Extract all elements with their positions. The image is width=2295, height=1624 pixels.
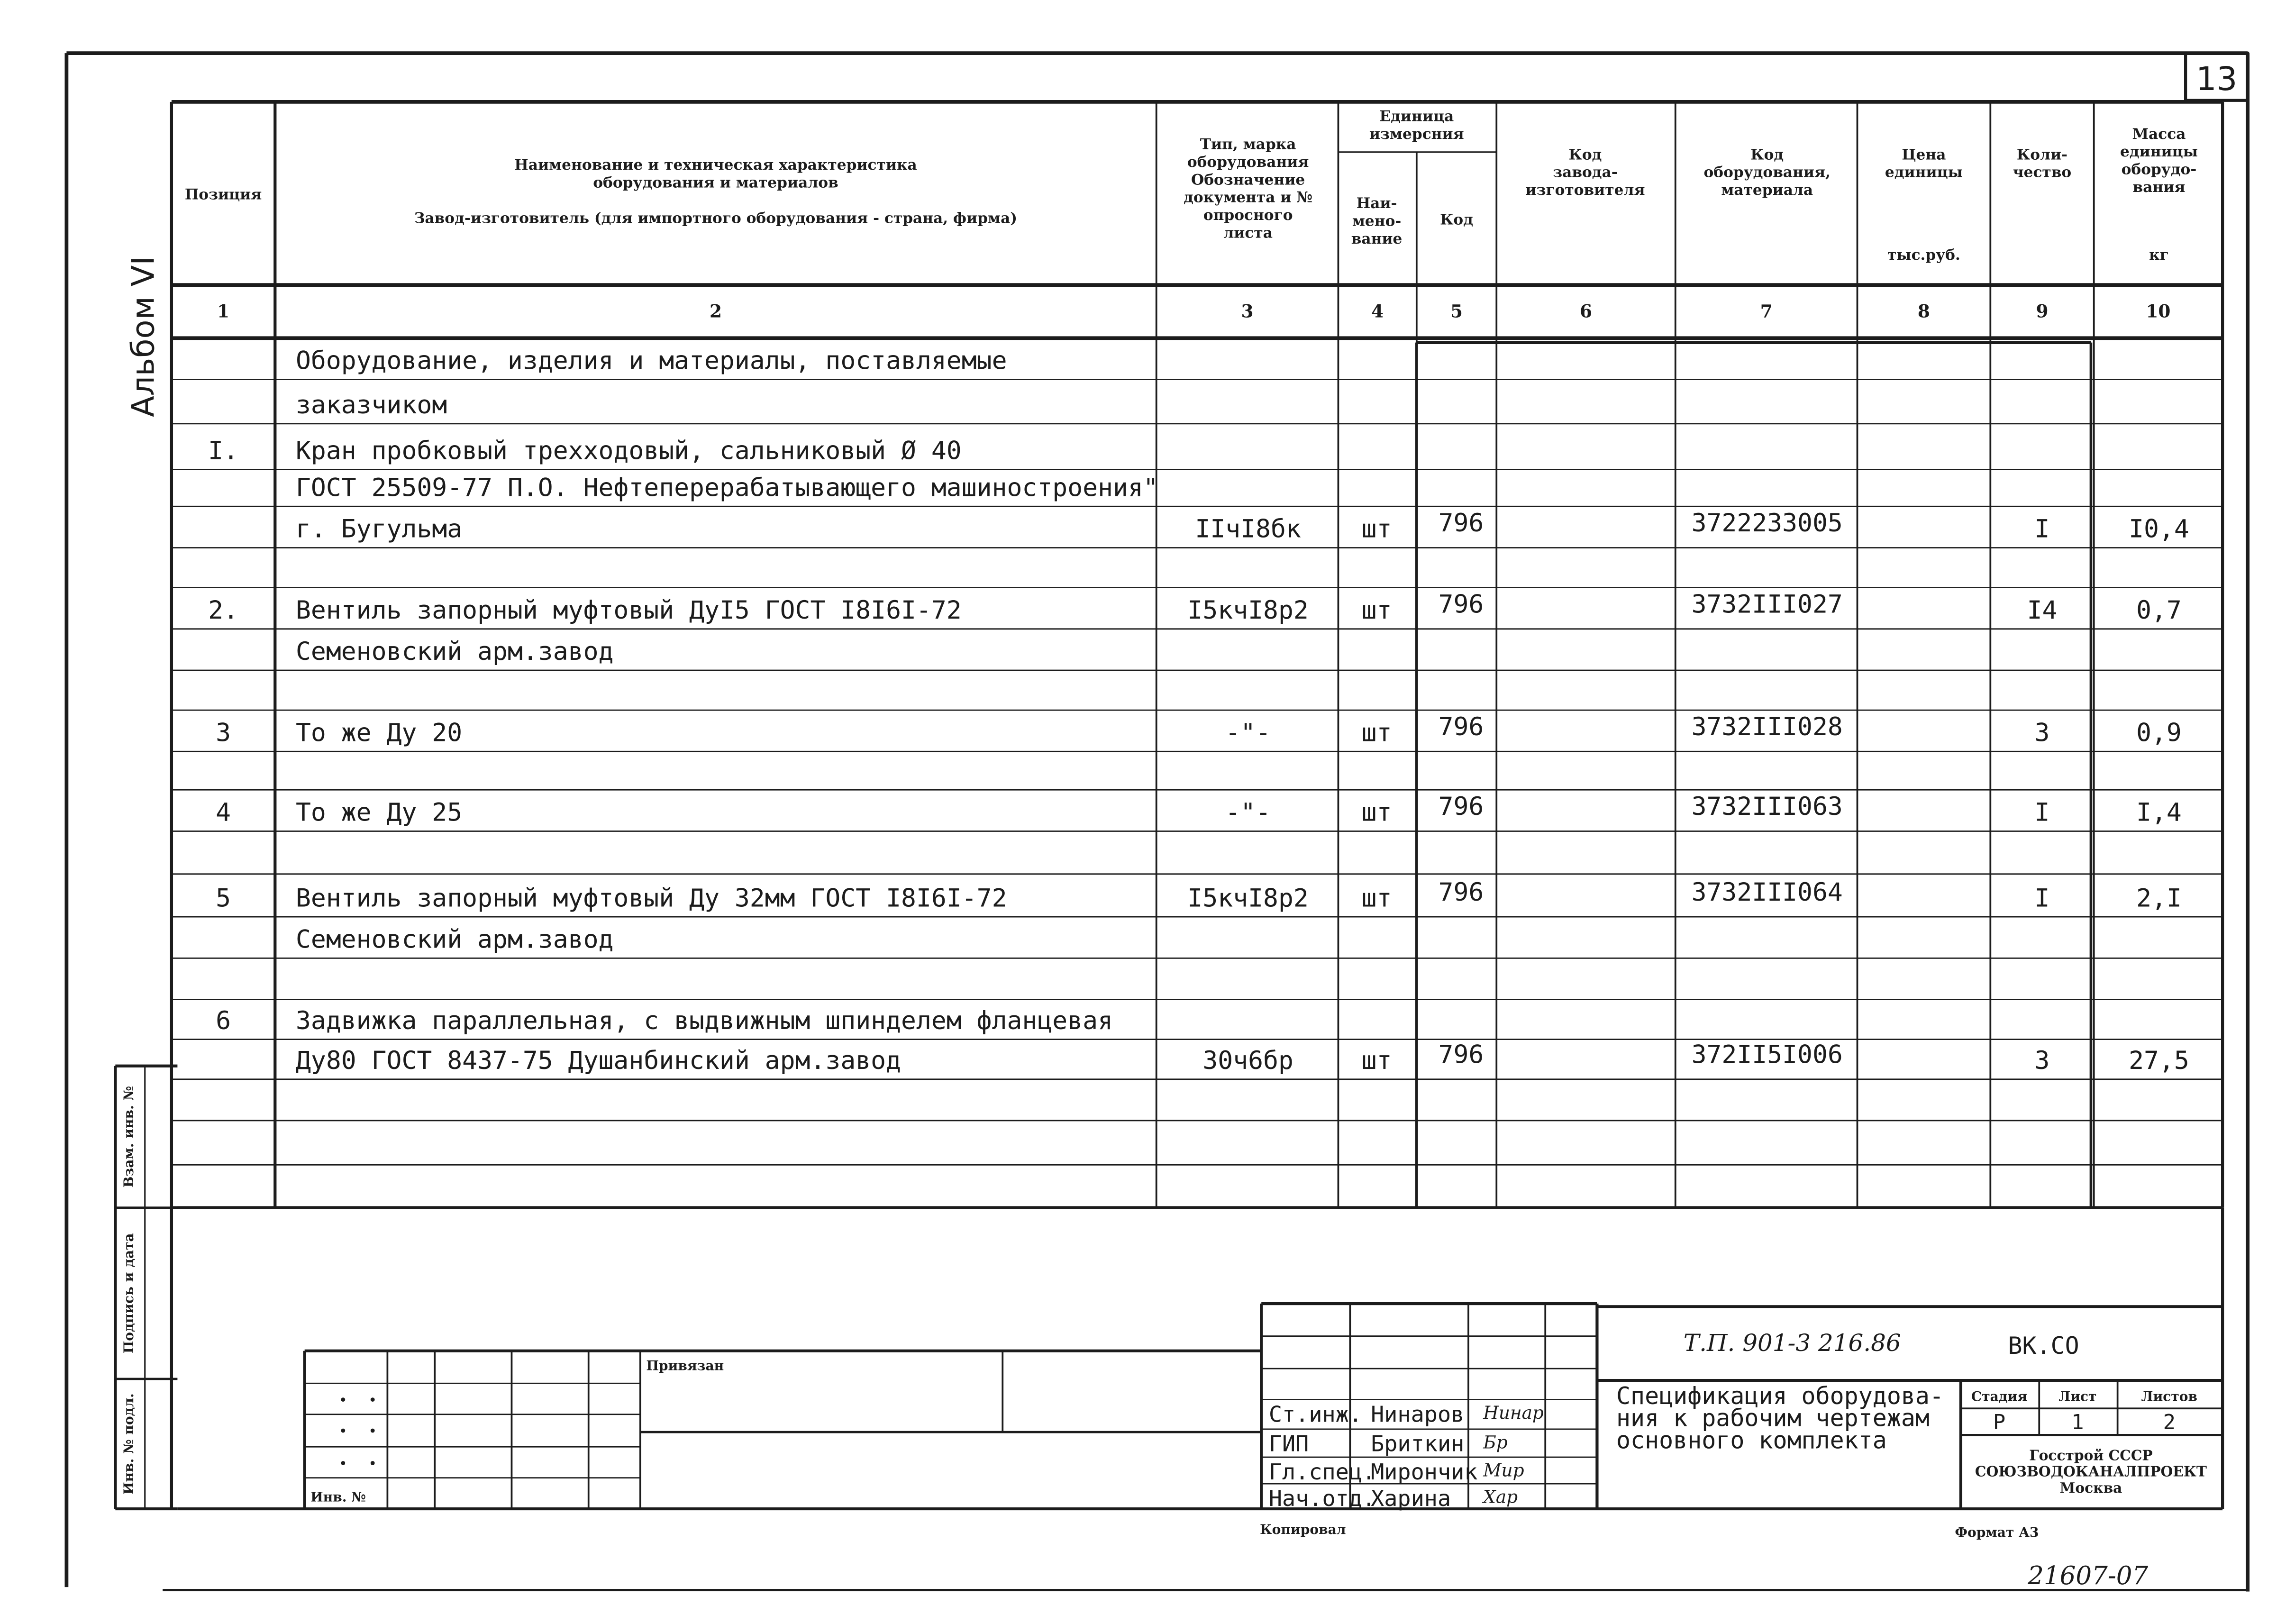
row-name: Вентиль запорный муфтовый Ду 32мм ГОСТ I8I6I-72 xyxy=(295,884,1007,913)
album-label: Альбом VI xyxy=(125,256,162,417)
row-position: 4 xyxy=(216,798,231,827)
sheet-description: основного комплекта xyxy=(1616,1426,1887,1454)
column-header-text: Цена xyxy=(1902,146,1946,164)
row-name: Вентиль запорный муфтовый ДуI5 ГОСТ I8I6I-72 xyxy=(295,596,962,625)
column-header-text: Позиция xyxy=(184,186,262,203)
organization: СОЮЗВОДОКАНАЛПРОЕКТ xyxy=(1975,1463,2207,1480)
row-unit-code: 796 xyxy=(1438,590,1484,619)
column-header-text: оборудования и материалов xyxy=(593,174,838,192)
column-header-text: мено- xyxy=(1352,212,1402,230)
stage-label: Стадия xyxy=(1971,1388,2028,1405)
column-header-text: чество xyxy=(2013,164,2072,181)
signature-handwritten: Бр xyxy=(1483,1432,1508,1453)
stage-value: Р xyxy=(1993,1410,2006,1434)
signature-role: Гл.спец. xyxy=(1268,1459,1376,1485)
row-unit: шт xyxy=(1361,1046,1392,1075)
stamp-dot xyxy=(341,1429,345,1433)
row-mass: I0,4 xyxy=(2129,514,2189,544)
row-mass: I,4 xyxy=(2136,798,2182,827)
signature-handwritten: Хар xyxy=(1483,1486,1518,1507)
row-equipment-code: 3732III064 xyxy=(1691,877,1843,907)
row-unit-code: 796 xyxy=(1438,792,1484,821)
row-mark: I5кчI8р2 xyxy=(1187,884,1309,913)
price-unit: тыс.руб. xyxy=(1887,246,1960,264)
archive-number: 21607-07 xyxy=(2028,1561,2149,1590)
column-number: 9 xyxy=(2036,301,2049,322)
row-position: 5 xyxy=(216,884,231,913)
column-header-text: оборудования xyxy=(1187,153,1309,171)
stamp-dot xyxy=(341,1461,345,1465)
stamp-dot xyxy=(341,1397,345,1402)
row-position: 3 xyxy=(216,718,231,748)
row-quantity: I xyxy=(2034,798,2050,827)
column-number: 1 xyxy=(217,301,230,322)
format-label: Формат А3 xyxy=(1955,1524,2039,1541)
sheet-value: 1 xyxy=(2071,1410,2084,1434)
sheet-code: ВК.СО xyxy=(2008,1332,2079,1360)
row-mark: I5кчI8р2 xyxy=(1187,596,1309,625)
row-unit: шт xyxy=(1361,884,1392,913)
stamp-dot xyxy=(371,1461,375,1465)
column-header-text: Масса xyxy=(2132,125,2186,143)
row-name: Семеновский арм.завод xyxy=(295,925,614,954)
column-header-text: единицы xyxy=(1885,164,1963,181)
row-unit-code: 796 xyxy=(1438,1040,1484,1069)
signature-name: Бриткин xyxy=(1371,1431,1465,1457)
column-number: 5 xyxy=(1450,301,1463,322)
margin-inventory-label: Инв. № подл. xyxy=(120,1393,137,1495)
row-unit-code: 796 xyxy=(1438,712,1484,742)
sheet-description: Спецификация оборудова- xyxy=(1616,1382,1944,1410)
column-header-text: единицы xyxy=(2120,143,2198,161)
stamp-dot xyxy=(371,1397,375,1402)
signature-role: Ст.инж. xyxy=(1268,1402,1363,1428)
row-equipment-code: 372II5I006 xyxy=(1691,1040,1843,1069)
row-equipment-code: 3732III028 xyxy=(1691,712,1843,742)
margin-signature-label: Подпись и дата xyxy=(120,1233,137,1354)
row-name: Оборудование, изделия и материалы, поставляемые xyxy=(295,346,1007,375)
row-mark: -"- xyxy=(1225,718,1271,748)
sheet-description: ния к рабочим чертежам xyxy=(1616,1404,1930,1432)
row-equipment-code: 3732III027 xyxy=(1691,590,1843,619)
column-number: 10 xyxy=(2146,301,2171,322)
column-number: 2 xyxy=(709,301,722,322)
row-name: Кран пробковый трехходовый, сальниковый Ø 40 xyxy=(295,436,962,465)
signature-name: Нинаров xyxy=(1371,1402,1465,1428)
row-unit-code: 796 xyxy=(1438,509,1484,538)
column-header-text: Коли- xyxy=(2016,146,2068,164)
column-header-text: Код xyxy=(1750,146,1784,164)
sheets-value: 2 xyxy=(2163,1410,2176,1434)
signature-handwritten: Нинар xyxy=(1483,1402,1544,1423)
row-quantity: I xyxy=(2034,514,2050,544)
row-mark: -"- xyxy=(1225,798,1271,827)
row-unit: шт xyxy=(1361,718,1392,748)
column-header-text: оборудования, xyxy=(1703,164,1831,181)
row-name: Задвижка параллельная, с выдвижным шпинделем фланцевая xyxy=(295,1006,1113,1035)
column-header-text: Код xyxy=(1440,211,1474,228)
column-header-text: вание xyxy=(1351,230,1402,247)
inventory-number-label: Инв. № xyxy=(310,1489,366,1505)
row-mass: 0,9 xyxy=(2136,718,2182,748)
column-number: 8 xyxy=(1917,301,1930,322)
privyazan-label: Привязан xyxy=(646,1358,724,1374)
column-header-text: опросного xyxy=(1203,207,1293,224)
sheet-label: Лист xyxy=(2058,1388,2097,1405)
column-number: 4 xyxy=(1371,301,1384,322)
row-name: г. Бугульма xyxy=(295,514,463,544)
row-name: То же Ду 25 xyxy=(295,798,463,827)
row-quantity: I xyxy=(2034,884,2050,913)
copied-label: Копировал xyxy=(1260,1522,1346,1538)
project-code: Т.П. 901-3 216.86 xyxy=(1683,1329,1901,1357)
signature-name: Харина xyxy=(1371,1486,1451,1512)
column-number: 6 xyxy=(1580,301,1593,322)
column-header-text: Обозначение xyxy=(1191,171,1305,189)
row-name: заказчиком xyxy=(295,391,447,420)
row-unit-code: 796 xyxy=(1438,877,1484,907)
row-unit: шт xyxy=(1361,514,1392,544)
column-header-text: вания xyxy=(2132,178,2186,196)
signature-name: Мирончик xyxy=(1371,1459,1478,1485)
column-header-text: оборудо- xyxy=(2121,161,2197,178)
row-quantity: I4 xyxy=(2027,596,2058,625)
column-header-text: Наименование и техническая характеристика xyxy=(514,156,917,174)
column-header-text: завода- xyxy=(1553,164,1618,181)
row-mark: 30ч6бр xyxy=(1202,1046,1293,1075)
column-header-text: изготовителя xyxy=(1525,182,1645,199)
signature-role: Нач.отд. xyxy=(1268,1486,1376,1512)
column-header-text: Единица xyxy=(1379,108,1454,125)
row-name: То же Ду 20 xyxy=(295,718,463,748)
margin-vzam-label: Взам. инв. № xyxy=(120,1086,137,1188)
row-mass: 0,7 xyxy=(2136,596,2182,625)
sheets-label: Листов xyxy=(2141,1388,2197,1405)
row-name: Семеновский арм.завод xyxy=(295,637,614,666)
column-header-text: Завод-изготовитель (для импортного оборудования - страна, фирма) xyxy=(414,210,1018,227)
mass-unit: кг xyxy=(2149,246,2169,264)
sheet-number: 13 xyxy=(2195,60,2238,98)
row-mass: 2,I xyxy=(2136,884,2182,913)
row-quantity: 3 xyxy=(2034,718,2050,748)
signature-role: ГИП xyxy=(1268,1431,1309,1457)
row-position: I. xyxy=(208,436,239,465)
row-equipment-code: 3722233005 xyxy=(1691,509,1843,538)
column-header-text: материала xyxy=(1721,182,1813,199)
row-name: Ду80 ГОСТ 8437-75 Душанбинский арм.завод xyxy=(295,1046,902,1075)
column-header-text: листа xyxy=(1223,224,1273,242)
column-number: 3 xyxy=(1241,301,1254,322)
row-position: 2. xyxy=(208,596,239,625)
column-header-text: Наи- xyxy=(1356,195,1397,212)
organization: Госстрой СССР xyxy=(2029,1447,2153,1464)
organization: Москва xyxy=(2059,1479,2122,1496)
row-position: 6 xyxy=(216,1006,231,1035)
row-equipment-code: 3732III063 xyxy=(1691,792,1843,821)
row-quantity: 3 xyxy=(2034,1046,2050,1075)
row-mark: IIчI8бк xyxy=(1195,514,1301,544)
row-unit: шт xyxy=(1361,596,1392,625)
column-header-text: Код xyxy=(1568,146,1602,164)
row-name: ГОСТ 25509-77 П.О. Нефтеперерабатывающего машиностроения" xyxy=(295,473,1158,502)
stamp-dot xyxy=(371,1429,375,1433)
column-header-text: измерсния xyxy=(1369,125,1464,143)
column-number: 7 xyxy=(1760,301,1773,322)
column-header-text: Тип, марка xyxy=(1200,136,1296,153)
column-header-text: документа и № xyxy=(1184,189,1313,206)
row-mass: 27,5 xyxy=(2129,1046,2189,1075)
signature-handwritten: Мир xyxy=(1483,1460,1524,1481)
table-text xyxy=(121,60,2238,1590)
row-unit: шт xyxy=(1361,798,1392,827)
